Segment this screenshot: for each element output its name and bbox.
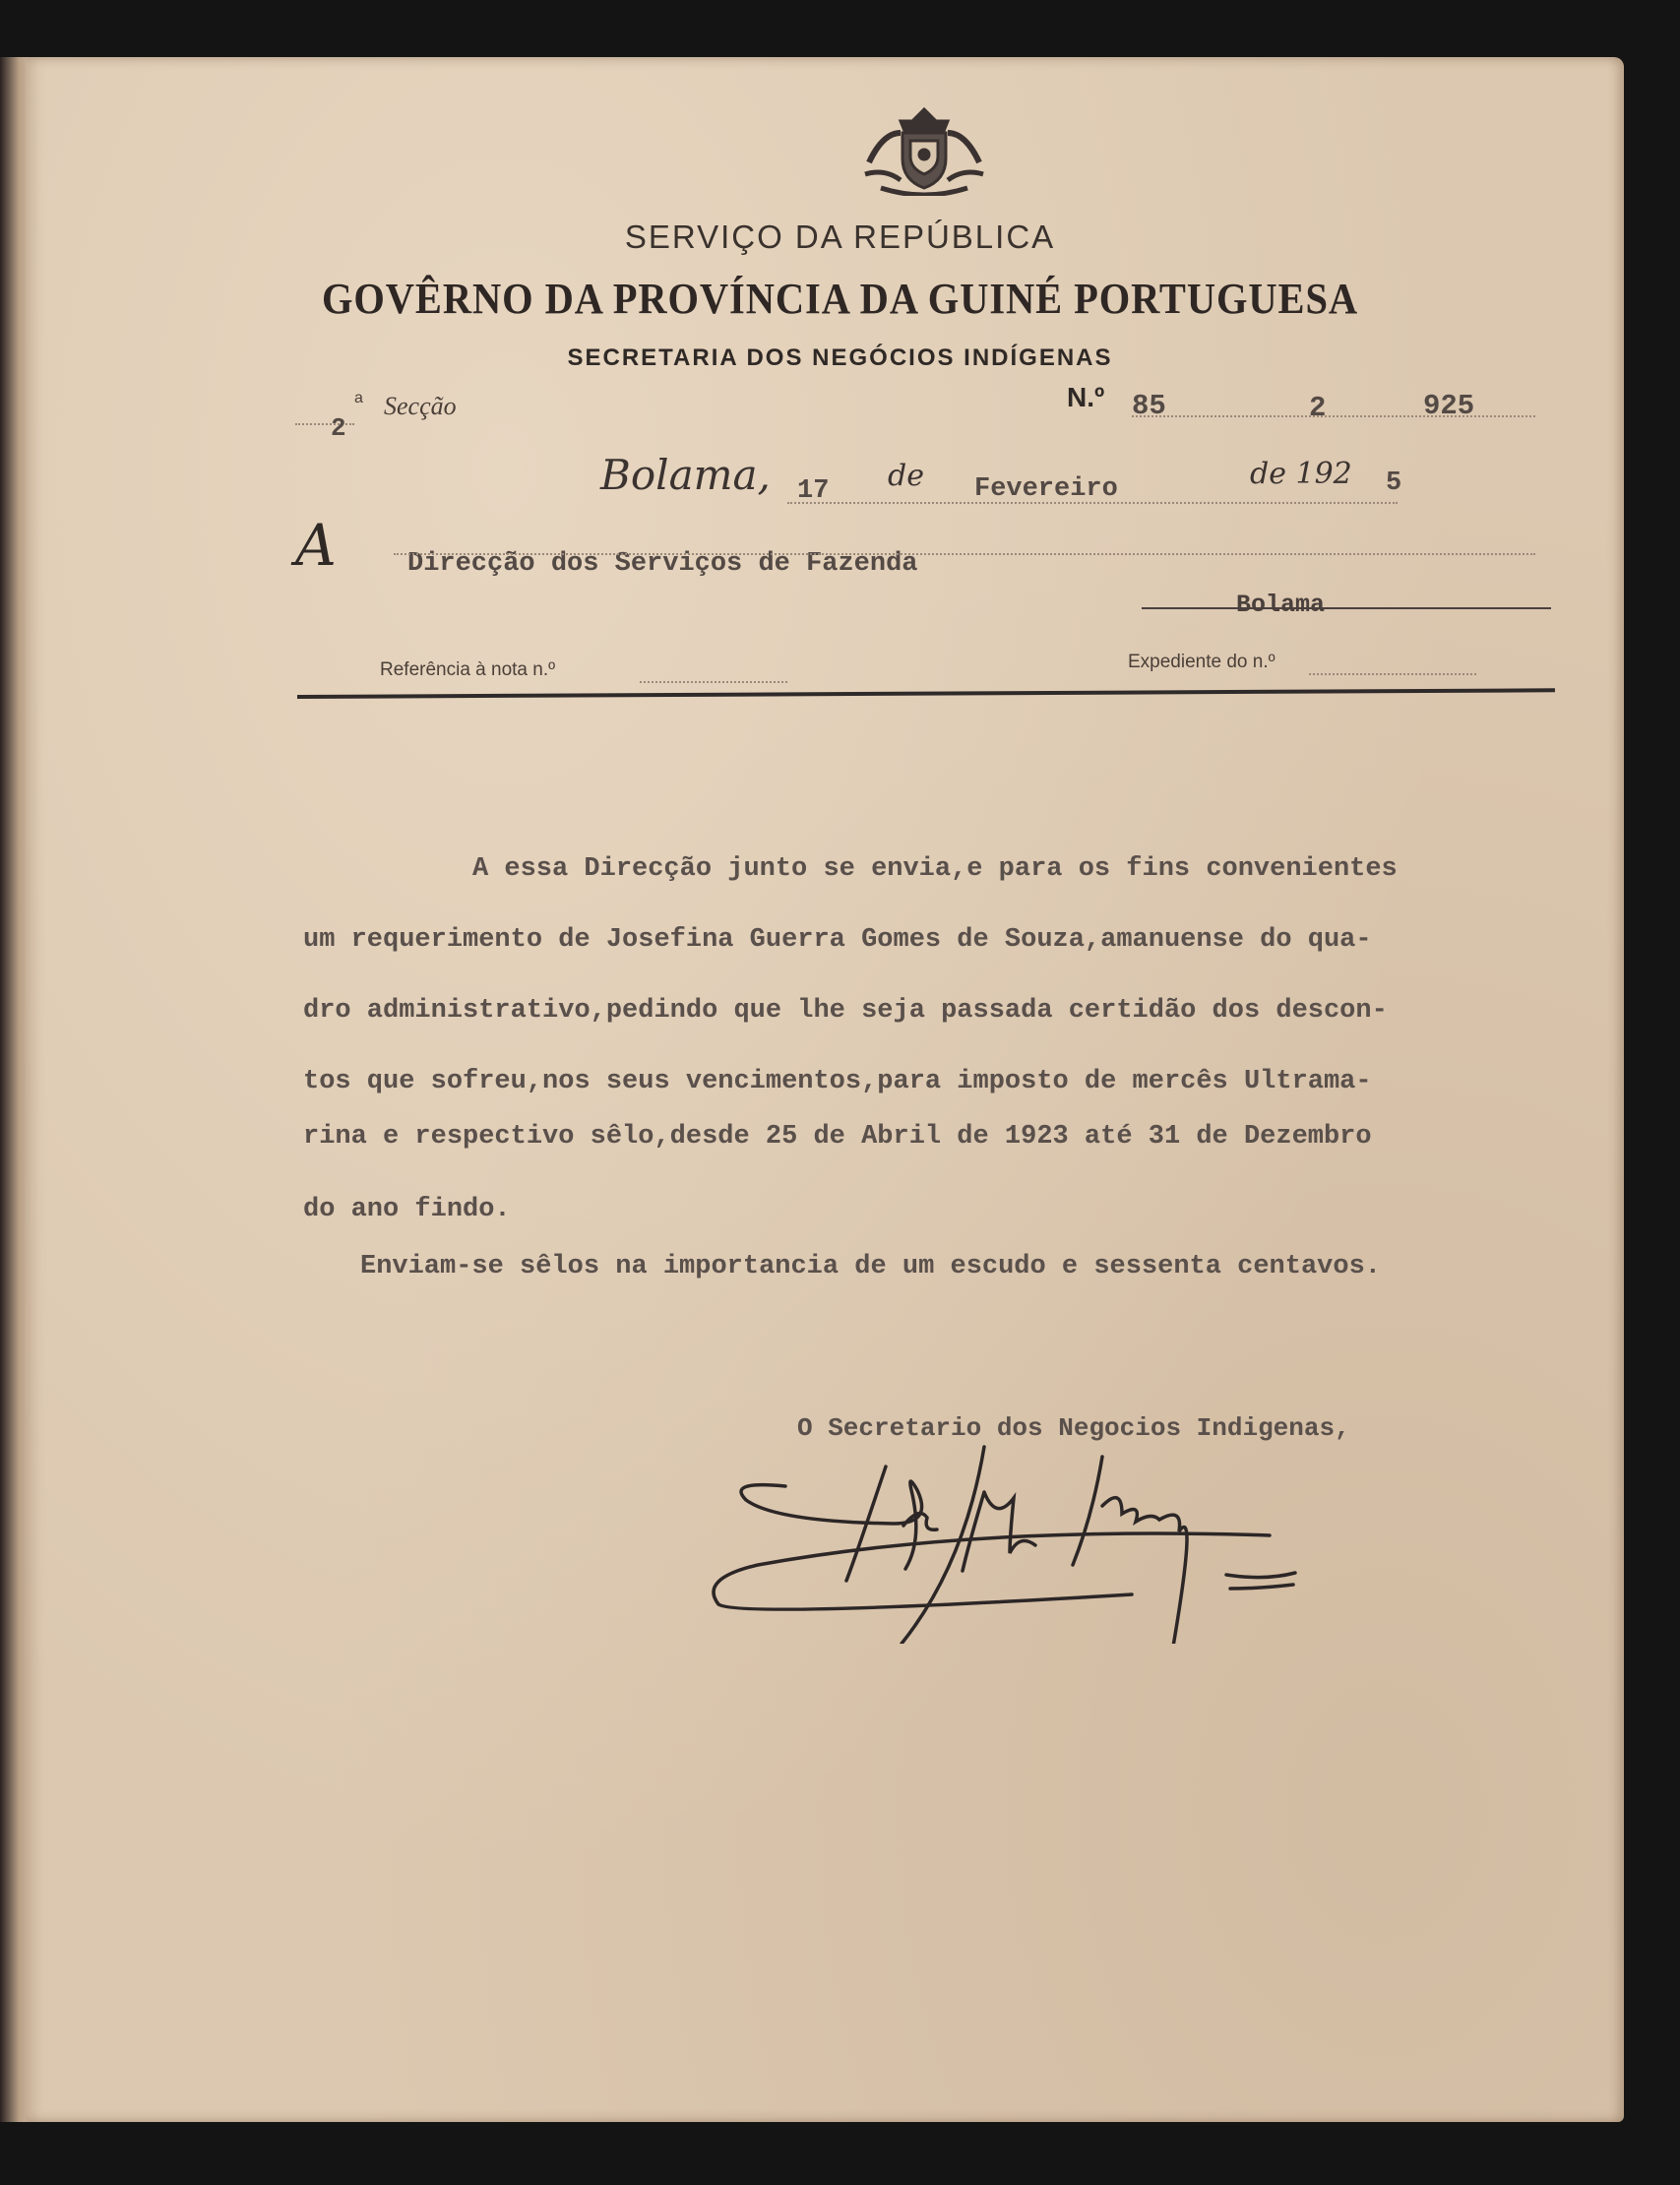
reference-note-dots	[640, 679, 787, 683]
reference-number-year: 925	[1423, 390, 1475, 422]
body-line-6: do ano findo.	[303, 1195, 511, 1224]
body-line-1: A essa Direcção junto se envia,e para os fins convenientes	[472, 854, 1398, 884]
body-line-5: rina e respectivo sêlo,desde 25 de Abril de 1923 até 31 de Dezembro	[303, 1122, 1372, 1152]
addressee-city-rule	[1142, 607, 1551, 609]
place-name: Bolama,	[600, 451, 771, 499]
reference-number-part2: 2	[1309, 392, 1327, 424]
coat-of-arms-icon	[861, 103, 987, 196]
section-field	[295, 390, 363, 443]
date-de-1: de	[888, 459, 924, 493]
letterhead-service: SERVIÇO DA REPÚBLICA	[624, 218, 1056, 255]
addressee-prefix: A	[295, 512, 337, 579]
reference-number-dots	[1132, 413, 1535, 417]
date-de-192: de 192	[1250, 457, 1352, 491]
handwritten-signature-icon	[640, 1417, 1368, 1644]
section-number: 2	[331, 413, 346, 443]
letterhead-government: GOVÊRNO DA PROVÍNCIA DA GUINÉ PORTUGUESA	[321, 275, 1359, 323]
addressee-dots	[394, 551, 1535, 555]
body-line-3: dro administrativo,pedindo que lhe seja passada certidão dos descon-	[303, 996, 1388, 1026]
date-day: 17	[797, 476, 830, 506]
signatory-title: O Secretario dos Negocios Indigenas,	[797, 1413, 1350, 1443]
addressee-city: Bolama	[1236, 591, 1326, 619]
expedient-dots	[1309, 671, 1476, 675]
expedient-label: Expediente do n.º	[1128, 652, 1276, 672]
body-line-2: um requerimento de Josefina Guerra Gomes de Souza,amanuense do qua-	[303, 925, 1372, 955]
body-line-4: tos que sofreu,nos seus vencimentos,para imposto de mercês Ultrama-	[303, 1067, 1372, 1096]
addressee-name: Direcção dos Serviços de Fazenda	[407, 549, 918, 579]
letterhead-secretariat: SECRETARIA DOS NEGÓCIOS INDÍGENAS	[567, 344, 1113, 371]
reference-number-label: N.º	[1067, 382, 1105, 412]
reference-number-value: 85	[1132, 390, 1166, 422]
date-dots	[787, 500, 1398, 504]
reference-note-label: Referência à nota n.º	[380, 659, 556, 680]
date-year-digit: 5	[1386, 468, 1402, 498]
section-label: Secção	[384, 392, 457, 420]
body-line-7: Enviam-se sêlos na importancia de um escudo e sessenta centavos.	[360, 1252, 1381, 1281]
date-month: Fevereiro	[974, 474, 1118, 504]
section-ordinal: a	[354, 390, 363, 406]
